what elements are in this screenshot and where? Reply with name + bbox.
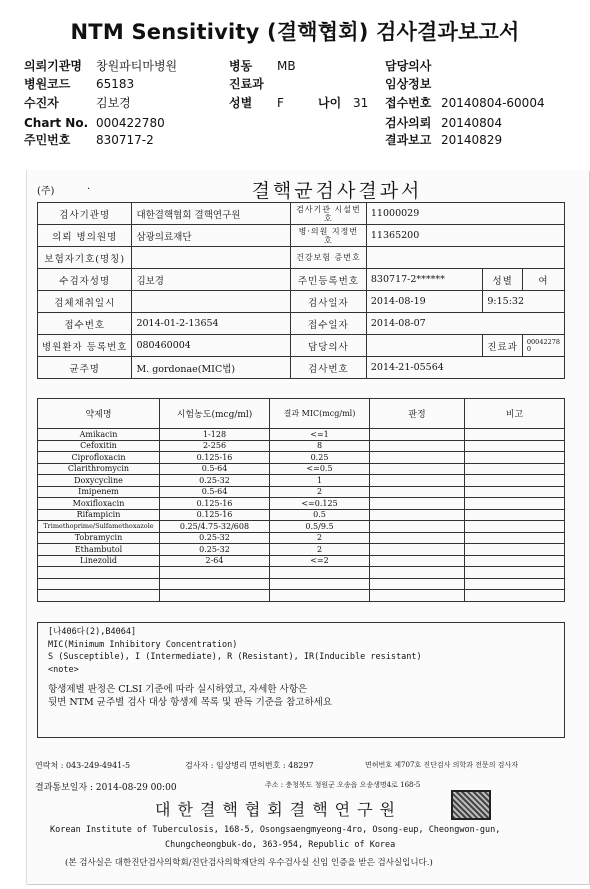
table-cell	[370, 578, 465, 590]
table-header-row	[38, 399, 565, 429]
column-header: 비고	[465, 399, 565, 429]
table-cell	[370, 567, 465, 579]
notes-line: <note>	[48, 664, 79, 675]
table-cell: 0.125-16	[160, 498, 270, 510]
field-label: Chart No.	[24, 116, 89, 130]
license-text: 면허번호 제707호 진단검사 의학과 전문의 검사자	[365, 761, 518, 769]
table-row	[38, 578, 565, 590]
table-cell	[38, 590, 160, 602]
table-cell: 00042278 0	[522, 335, 564, 357]
field-label: 병원코드	[24, 77, 71, 91]
table-cell: 2014-08-07	[366, 313, 564, 335]
field-label: 접수번호	[385, 96, 432, 110]
table-cell: 수검자성명	[38, 269, 132, 291]
drug-table-body	[38, 429, 565, 602]
table-cell	[366, 335, 482, 357]
table-row	[38, 463, 565, 475]
field-label: 결과보고	[385, 133, 432, 147]
table-cell: 삼광의료재단	[132, 225, 290, 247]
column-header: 결과 MIC(mcg/ml)	[270, 399, 370, 429]
field-label: 병동	[229, 59, 253, 73]
table-cell: 2014-08-19	[366, 291, 482, 313]
field-label: 주민번호	[24, 133, 71, 147]
table-cell: 1-128	[160, 429, 270, 441]
tester-text: 검사자 : 임상병리 면허번호 : 48297	[185, 761, 314, 770]
table-cell	[370, 544, 465, 556]
table-row	[38, 544, 565, 556]
table-cell: 담당의사	[290, 335, 366, 357]
table-cell: 접수일자	[290, 313, 366, 335]
table-cell: Trimethoprime/Sulfamethoxazole	[38, 521, 160, 533]
table-cell: 대한결핵협회 결핵연구원	[132, 203, 290, 225]
table-cell: Ciprofloxacin	[38, 452, 160, 464]
table-cell	[465, 544, 565, 556]
table-cell: 0.25-32	[160, 475, 270, 487]
report-mark: (주)	[37, 186, 55, 197]
header-info	[0, 0, 590, 160]
table-cell: Rifampicin	[38, 509, 160, 521]
table-cell	[465, 440, 565, 452]
table-cell: 2014-01-2-13654	[132, 313, 290, 335]
table-cell: 0.5-64	[160, 486, 270, 498]
table-cell: Doxycycline	[38, 475, 160, 487]
field-label: 검사의뢰	[385, 116, 432, 130]
table-cell	[465, 475, 565, 487]
table-cell	[370, 590, 465, 602]
info-table	[37, 202, 565, 379]
field-value: 창원파티마병원	[96, 59, 178, 73]
field-label: 수진자	[24, 96, 59, 110]
institute-address-line: Chungcheongbuk-do, 363-954, Republic of Korea	[165, 840, 396, 850]
table-row	[38, 203, 565, 225]
table-row	[38, 532, 565, 544]
table-cell: 11000029	[366, 203, 564, 225]
table-cell: 0.25/4.75-32/608	[160, 521, 270, 533]
table-cell	[465, 463, 565, 475]
scanned-report	[26, 170, 589, 884]
table-cell: 김보경	[132, 269, 290, 291]
column-header: 판정	[370, 399, 465, 429]
table-cell: 2-256	[160, 440, 270, 452]
table-cell: 병원환자 등록번호	[38, 335, 132, 357]
table-cell	[160, 590, 270, 602]
table-cell	[465, 452, 565, 464]
table-row	[38, 429, 565, 441]
certification-text: (본 검사실은 대한진단검사의학회/진단검사의학재단의 우수검사실 신임 인증을 받은 검사실입니다.)	[65, 858, 433, 868]
table-cell: 여	[522, 269, 564, 291]
table-cell: 균주명	[38, 357, 132, 379]
table-cell	[465, 509, 565, 521]
table-cell	[270, 590, 370, 602]
table-cell	[465, 521, 565, 533]
table-cell	[270, 578, 370, 590]
table-row	[38, 486, 565, 498]
table-cell	[270, 567, 370, 579]
table-cell: 2-64	[160, 555, 270, 567]
table-cell: 병·의원 지정번호	[290, 225, 366, 247]
table-row	[38, 521, 565, 533]
table-cell: 8	[270, 440, 370, 452]
table-cell	[370, 498, 465, 510]
table-cell: 9:15:32	[483, 291, 565, 313]
table-cell	[465, 578, 565, 590]
table-row	[38, 475, 565, 487]
field-label: 나이	[318, 96, 342, 110]
table-cell	[370, 509, 465, 521]
table-cell: <=0.5	[270, 463, 370, 475]
table-cell: 검체채취일시	[38, 291, 132, 313]
field-value: 20140804-60004	[441, 96, 545, 110]
field-value: 830717-2	[96, 133, 154, 147]
table-cell	[370, 429, 465, 441]
table-cell: Moxifloxacin	[38, 498, 160, 510]
notes-line: MIC(Minimum Inhibitory Concentration)	[48, 639, 238, 650]
report-dot: ·	[87, 184, 91, 195]
report-title: 결핵균검사결과서	[251, 180, 423, 202]
table-cell: 주민등록번호	[290, 269, 366, 291]
table-cell: Tobramycin	[38, 532, 160, 544]
table-row	[38, 313, 565, 335]
table-row	[38, 590, 565, 602]
table-cell	[132, 247, 290, 269]
table-cell: 11365200	[366, 225, 564, 247]
field-value: 20140829	[441, 133, 503, 147]
column-header: 약제명	[38, 399, 160, 429]
table-cell: 0.25	[270, 452, 370, 464]
table-cell	[370, 555, 465, 567]
institute-address-line: Korean Institute of Tuberculosis, 168-5, Osongsaengmyeong-4ro, Osong-eup, Cheongwon-gun,	[50, 825, 501, 835]
table-cell	[160, 578, 270, 590]
field-value: 20140804	[441, 116, 503, 130]
table-cell: M. gordonae(MIC법)	[132, 357, 290, 379]
table-cell: Cefoxitin	[38, 440, 160, 452]
table-cell: 0.5/9.5	[270, 521, 370, 533]
notes-box	[37, 622, 565, 738]
table-row	[38, 247, 565, 269]
table-row	[38, 291, 565, 313]
table-cell	[465, 590, 565, 602]
field-label: 성별	[229, 96, 253, 110]
field-value: 000422780	[96, 116, 165, 130]
table-cell: 건강보험 증번호	[290, 247, 366, 269]
table-cell: 080460004	[132, 335, 290, 357]
field-value: 31	[353, 96, 369, 110]
address-text: 주소 : 충청북도 청원군 오송읍 오송생명4로 168-5	[265, 781, 421, 789]
table-cell	[38, 578, 160, 590]
table-cell	[38, 567, 160, 579]
table-cell: 검사일자	[290, 291, 366, 313]
table-cell: 0.25-32	[160, 544, 270, 556]
table-row	[38, 509, 565, 521]
table-cell	[370, 452, 465, 464]
notes-line: 뒷면 NTM 균주별 검사 대상 항생제 목록 및 판독 기준을 참고하세요	[48, 696, 332, 708]
table-cell	[370, 463, 465, 475]
table-row	[38, 555, 565, 567]
table-cell: 접수번호	[38, 313, 132, 335]
table-cell: 830717-2******	[366, 269, 482, 291]
table-cell	[465, 555, 565, 567]
table-cell	[370, 440, 465, 452]
table-cell: 0.5-64	[160, 463, 270, 475]
table-cell	[366, 247, 564, 269]
table-row	[38, 335, 565, 357]
page-title: NTM Sensitivity (결핵협회) 검사결과보고서	[70, 20, 520, 44]
table-cell: 검사기관명	[38, 203, 132, 225]
contact-text: 연락처 : 043-249-4941-5	[35, 761, 131, 770]
table-cell: Clarithromycin	[38, 463, 160, 475]
table-cell	[160, 567, 270, 579]
seal-stamp	[451, 790, 491, 820]
table-row	[38, 440, 565, 452]
notes-line: 항생제별 판정은 CLSI 기준에 따라 실시하였고, 자세한 사항은	[48, 684, 308, 695]
table-cell: 의뢰 병의원명	[38, 225, 132, 247]
field-label: 진료과	[229, 77, 264, 91]
table-cell: 0.125-16	[160, 452, 270, 464]
table-cell: 보험자기호(명칭)	[38, 247, 132, 269]
table-cell: Ethambutol	[38, 544, 160, 556]
table-cell: 0.5	[270, 509, 370, 521]
table-cell	[465, 532, 565, 544]
notes-line: [나406다(2),B4064]	[48, 627, 137, 637]
table-cell	[465, 429, 565, 441]
field-value: F	[277, 96, 284, 110]
table-row	[38, 452, 565, 464]
table-cell: 0.25-32	[160, 532, 270, 544]
table-cell	[465, 498, 565, 510]
institute-name: 대한결핵협회결핵연구원	[155, 800, 403, 819]
field-value: MB	[277, 59, 296, 73]
table-cell: 진료과	[483, 335, 523, 357]
table-row	[38, 498, 565, 510]
table-cell	[370, 475, 465, 487]
table-cell	[132, 291, 290, 313]
column-header: 시험농도(mcg/ml)	[160, 399, 270, 429]
field-label: 임상정보	[385, 77, 432, 91]
table-cell: 2	[270, 532, 370, 544]
table-cell: <=0.125	[270, 498, 370, 510]
table-cell: <=2	[270, 555, 370, 567]
field-label: 담당의사	[385, 59, 432, 73]
table-row	[38, 567, 565, 579]
table-cell	[465, 567, 565, 579]
table-cell: Amikacin	[38, 429, 160, 441]
field-value: 65183	[96, 77, 135, 91]
table-cell: 0.125-16	[160, 509, 270, 521]
table-cell	[370, 486, 465, 498]
table-cell: 1	[270, 475, 370, 487]
table-cell: 검사번호	[290, 357, 366, 379]
table-row	[38, 225, 565, 247]
table-cell	[370, 521, 465, 533]
report-date-text: 결과통보일자 : 2014-08-29 00:00	[35, 783, 177, 793]
notes-line	[48, 676, 554, 684]
field-value: 김보경	[96, 96, 131, 110]
table-cell: <=1	[270, 429, 370, 441]
table-cell	[465, 486, 565, 498]
table-row	[38, 357, 565, 379]
table-cell: 2	[270, 486, 370, 498]
field-label: 의뢰기관명	[24, 59, 82, 73]
table-cell: Imipenem	[38, 486, 160, 498]
table-row	[38, 269, 565, 291]
table-cell: 검사기관 시설번호	[290, 203, 366, 225]
table-cell: 2014-21-05564	[366, 357, 564, 379]
table-cell: 2	[270, 544, 370, 556]
table-cell	[370, 532, 465, 544]
table-cell: Linezolid	[38, 555, 160, 567]
drug-table	[37, 398, 565, 602]
notes-line: S (Susceptible), I (Intermediate), R (Resistant), IR(Inducible resistant)	[48, 652, 422, 662]
table-cell: 성별	[483, 269, 523, 291]
